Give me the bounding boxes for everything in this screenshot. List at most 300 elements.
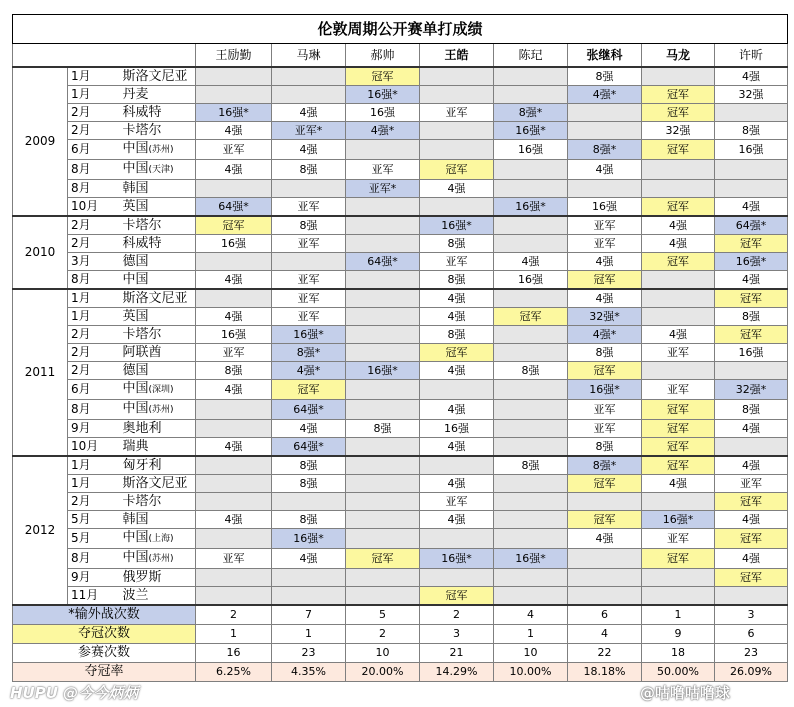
result-cell: 冠军 bbox=[642, 253, 715, 271]
result-cell: 4强 bbox=[715, 511, 788, 529]
result-cell bbox=[346, 511, 420, 529]
summary-value: 26.09% bbox=[715, 663, 788, 682]
month-cell: 1月 bbox=[68, 67, 120, 86]
event-city: (苏州) bbox=[148, 554, 174, 564]
result-cell: 冠军 bbox=[715, 569, 788, 587]
event-cell bbox=[120, 67, 196, 86]
result-cell: 8强 bbox=[420, 235, 494, 253]
result-cell: 冠军 bbox=[715, 326, 788, 344]
result-cell: 4强 bbox=[494, 253, 568, 271]
month-cell: 5月 bbox=[68, 511, 120, 529]
result-cell: 4强 bbox=[715, 456, 788, 475]
result-cell bbox=[272, 86, 346, 104]
summary-label: 参赛次数 bbox=[13, 644, 196, 663]
event-cell bbox=[120, 253, 196, 271]
month-cell: 2月 bbox=[68, 326, 120, 344]
summary-value: 21 bbox=[420, 644, 494, 663]
result-cell: 4强 bbox=[642, 326, 715, 344]
result-cell: 64强* bbox=[715, 216, 788, 235]
result-cell: 16强* bbox=[494, 198, 568, 217]
player-header: 马琳 bbox=[272, 44, 346, 68]
month-cell: 2月 bbox=[68, 235, 120, 253]
result-cell bbox=[196, 86, 272, 104]
result-cell: 16强 bbox=[494, 140, 568, 160]
result-cell: 冠军 bbox=[568, 511, 642, 529]
result-cell bbox=[494, 380, 568, 400]
result-cell: 8强 bbox=[715, 122, 788, 140]
table-row bbox=[13, 420, 788, 438]
table-row bbox=[13, 253, 788, 271]
result-cell: 4强* bbox=[568, 86, 642, 104]
month-cell: 6月 bbox=[68, 140, 120, 160]
result-cell bbox=[272, 180, 346, 198]
event-cell bbox=[120, 86, 196, 104]
month-cell: 2月 bbox=[68, 122, 120, 140]
player-header: 许昕 bbox=[715, 44, 788, 68]
month-cell: 11月 bbox=[68, 587, 120, 606]
result-cell bbox=[196, 289, 272, 308]
result-cell bbox=[715, 104, 788, 122]
event-name: 阿联酋 bbox=[122, 345, 162, 360]
summary-value: 6 bbox=[715, 625, 788, 644]
result-cell bbox=[346, 529, 420, 549]
result-cell bbox=[196, 529, 272, 549]
result-cell bbox=[420, 198, 494, 217]
event-name: 匈牙利 bbox=[122, 458, 162, 473]
result-cell: 8强 bbox=[420, 326, 494, 344]
result-cell: 32强 bbox=[642, 122, 715, 140]
result-cell bbox=[642, 493, 715, 511]
summary-row bbox=[13, 644, 788, 663]
event-name: 韩国 bbox=[122, 181, 149, 196]
result-cell bbox=[420, 86, 494, 104]
summary-value: 2 bbox=[420, 605, 494, 625]
result-cell: 冠军 bbox=[715, 289, 788, 308]
summary-value: 14.29% bbox=[420, 663, 494, 682]
result-cell: 16强* bbox=[420, 216, 494, 235]
event-cell bbox=[120, 198, 196, 217]
result-cell: 4强 bbox=[196, 308, 272, 326]
result-cell: 4强 bbox=[568, 160, 642, 180]
result-cell: 4强 bbox=[420, 511, 494, 529]
summary-label: 夺冠率 bbox=[13, 663, 196, 682]
player-header: 马龙 bbox=[642, 44, 715, 68]
result-cell: 亚军* bbox=[272, 122, 346, 140]
event-name: 中国 bbox=[122, 530, 149, 545]
event-name: 奥地利 bbox=[122, 421, 162, 436]
event-name: 斯洛文尼亚 bbox=[122, 291, 188, 306]
result-cell: 4强 bbox=[196, 160, 272, 180]
result-cell: 4强 bbox=[196, 511, 272, 529]
summary-value: 20.00% bbox=[346, 663, 420, 682]
result-cell bbox=[346, 475, 420, 493]
summary-value: 3 bbox=[715, 605, 788, 625]
table-row bbox=[13, 67, 788, 86]
results-table bbox=[12, 14, 788, 682]
event-name: 德国 bbox=[122, 254, 149, 269]
event-name: 英国 bbox=[122, 199, 149, 214]
event-name: 科威特 bbox=[122, 236, 162, 251]
event-city: (苏州) bbox=[148, 145, 174, 155]
result-cell bbox=[568, 549, 642, 569]
month-cell: 2月 bbox=[68, 104, 120, 122]
result-cell: 亚军* bbox=[346, 180, 420, 198]
table-row bbox=[13, 326, 788, 344]
summary-label: *输外战次数 bbox=[13, 605, 196, 625]
event-name: 科威特 bbox=[122, 105, 162, 120]
year-label: 2012 bbox=[13, 456, 68, 605]
result-cell: 4强 bbox=[715, 67, 788, 86]
result-cell: 4强 bbox=[420, 438, 494, 457]
summary-value: 16 bbox=[196, 644, 272, 663]
summary-value: 6.25% bbox=[196, 663, 272, 682]
month-cell: 1月 bbox=[68, 456, 120, 475]
result-cell: 4强* bbox=[346, 122, 420, 140]
result-cell: 亚军 bbox=[346, 160, 420, 180]
result-cell: 8强* bbox=[494, 104, 568, 122]
result-cell bbox=[196, 420, 272, 438]
result-cell: 4强 bbox=[715, 420, 788, 438]
result-cell bbox=[568, 569, 642, 587]
result-cell bbox=[346, 438, 420, 457]
result-cell bbox=[494, 400, 568, 420]
result-cell: 冠军 bbox=[420, 587, 494, 606]
result-cell bbox=[346, 140, 420, 160]
event-cell bbox=[120, 216, 196, 235]
result-cell bbox=[420, 140, 494, 160]
event-name: 韩国 bbox=[122, 512, 149, 527]
result-cell bbox=[715, 362, 788, 380]
result-cell bbox=[494, 67, 568, 86]
result-cell: 16强* bbox=[420, 549, 494, 569]
result-cell: 8强 bbox=[420, 271, 494, 290]
result-cell: 8强 bbox=[715, 400, 788, 420]
summary-value: 18 bbox=[642, 644, 715, 663]
result-cell: 亚军 bbox=[196, 344, 272, 362]
summary-value: 2 bbox=[196, 605, 272, 625]
summary-value: 1 bbox=[196, 625, 272, 644]
result-cell: 亚军 bbox=[568, 400, 642, 420]
result-cell: 4强 bbox=[420, 289, 494, 308]
result-cell bbox=[196, 67, 272, 86]
result-cell: 冠军 bbox=[568, 362, 642, 380]
result-cell bbox=[346, 198, 420, 217]
result-cell: 4强 bbox=[715, 271, 788, 290]
summary-value: 7 bbox=[272, 605, 346, 625]
result-cell bbox=[494, 420, 568, 438]
table-row bbox=[13, 198, 788, 217]
result-cell bbox=[346, 326, 420, 344]
month-cell: 3月 bbox=[68, 253, 120, 271]
table-row bbox=[13, 140, 788, 160]
summary-label: 夺冠次数 bbox=[13, 625, 196, 644]
result-cell: 冠军 bbox=[196, 216, 272, 235]
event-cell bbox=[120, 160, 196, 180]
event-name: 卡塔尔 bbox=[122, 123, 162, 138]
month-cell: 5月 bbox=[68, 529, 120, 549]
result-cell: 4强 bbox=[715, 198, 788, 217]
result-cell: 8强 bbox=[196, 362, 272, 380]
result-cell: 16强 bbox=[715, 344, 788, 362]
result-cell: 8强* bbox=[272, 344, 346, 362]
result-cell: 16强 bbox=[196, 235, 272, 253]
result-cell: 冠军 bbox=[642, 86, 715, 104]
event-name: 卡塔尔 bbox=[122, 327, 162, 342]
result-cell: 16强 bbox=[715, 140, 788, 160]
result-cell bbox=[272, 67, 346, 86]
result-cell bbox=[346, 587, 420, 606]
result-cell: 4强* bbox=[568, 326, 642, 344]
table-row bbox=[13, 122, 788, 140]
table-row bbox=[13, 511, 788, 529]
result-cell bbox=[420, 122, 494, 140]
result-cell bbox=[346, 456, 420, 475]
result-cell: 冠军 bbox=[494, 308, 568, 326]
summary-value: 22 bbox=[568, 644, 642, 663]
result-cell bbox=[420, 67, 494, 86]
summary-row bbox=[13, 625, 788, 644]
result-cell: 16强* bbox=[568, 380, 642, 400]
event-name: 英国 bbox=[122, 309, 149, 324]
result-cell: 32强* bbox=[568, 308, 642, 326]
result-cell bbox=[494, 438, 568, 457]
month-cell: 2月 bbox=[68, 493, 120, 511]
result-cell: 8强 bbox=[272, 475, 346, 493]
event-cell bbox=[120, 180, 196, 198]
result-cell bbox=[272, 569, 346, 587]
table-row bbox=[13, 493, 788, 511]
result-cell bbox=[642, 67, 715, 86]
result-cell: 8强 bbox=[494, 456, 568, 475]
result-cell: 冠军 bbox=[715, 493, 788, 511]
summary-value: 10 bbox=[494, 644, 568, 663]
result-cell: 8强 bbox=[346, 420, 420, 438]
result-cell: 冠军 bbox=[420, 344, 494, 362]
event-cell bbox=[120, 420, 196, 438]
result-cell bbox=[642, 362, 715, 380]
event-cell bbox=[120, 122, 196, 140]
result-cell bbox=[715, 438, 788, 457]
result-cell: 4强 bbox=[196, 380, 272, 400]
event-cell bbox=[120, 587, 196, 606]
result-cell: 32强 bbox=[715, 86, 788, 104]
table-row bbox=[13, 344, 788, 362]
result-cell bbox=[494, 475, 568, 493]
result-cell: 冠军 bbox=[642, 104, 715, 122]
event-name: 中国 bbox=[122, 272, 149, 287]
month-cell: 1月 bbox=[68, 475, 120, 493]
summary-value: 6 bbox=[568, 605, 642, 625]
result-cell bbox=[196, 400, 272, 420]
watermark-left: HUPU @今今炳炳 bbox=[10, 684, 139, 702]
result-cell bbox=[346, 289, 420, 308]
year-label: 2010 bbox=[13, 216, 68, 289]
result-cell bbox=[196, 180, 272, 198]
result-cell bbox=[346, 235, 420, 253]
table-row bbox=[13, 456, 788, 475]
result-cell: 亚军 bbox=[568, 420, 642, 438]
result-cell: 8强 bbox=[568, 344, 642, 362]
result-cell bbox=[494, 569, 568, 587]
result-cell: 16强 bbox=[346, 104, 420, 122]
result-cell: 4强 bbox=[196, 438, 272, 457]
event-name: 德国 bbox=[122, 363, 149, 378]
result-cell: 16强* bbox=[272, 529, 346, 549]
year-label: 2011 bbox=[13, 289, 68, 456]
result-cell: 4强 bbox=[420, 308, 494, 326]
event-cell bbox=[120, 569, 196, 587]
event-city: (天津) bbox=[148, 165, 174, 175]
result-cell: 16强* bbox=[346, 362, 420, 380]
event-cell bbox=[120, 456, 196, 475]
table-row bbox=[13, 289, 788, 308]
month-cell: 2月 bbox=[68, 362, 120, 380]
result-cell: 亚军 bbox=[420, 493, 494, 511]
result-cell: 8强 bbox=[494, 362, 568, 380]
summary-value: 1 bbox=[642, 605, 715, 625]
result-cell: 亚军 bbox=[272, 235, 346, 253]
result-cell: 冠军 bbox=[568, 271, 642, 290]
result-cell bbox=[568, 587, 642, 606]
result-cell bbox=[642, 271, 715, 290]
summary-value: 5 bbox=[346, 605, 420, 625]
result-cell bbox=[346, 216, 420, 235]
result-cell: 亚军 bbox=[420, 253, 494, 271]
event-cell bbox=[120, 529, 196, 549]
table-row bbox=[13, 380, 788, 400]
result-cell: 冠军 bbox=[715, 529, 788, 549]
result-cell: 64强* bbox=[272, 438, 346, 457]
result-cell: 亚军 bbox=[568, 235, 642, 253]
result-cell bbox=[494, 289, 568, 308]
result-cell: 64强* bbox=[346, 253, 420, 271]
result-cell bbox=[420, 380, 494, 400]
result-cell: 8强 bbox=[715, 308, 788, 326]
event-name: 中国 bbox=[122, 550, 149, 565]
event-cell bbox=[120, 308, 196, 326]
month-cell: 6月 bbox=[68, 380, 120, 400]
result-cell bbox=[494, 86, 568, 104]
month-cell: 8月 bbox=[68, 271, 120, 290]
result-cell: 16强 bbox=[196, 326, 272, 344]
result-cell: 8强 bbox=[568, 67, 642, 86]
table-row bbox=[13, 475, 788, 493]
result-cell: 冠军 bbox=[642, 140, 715, 160]
result-cell bbox=[420, 529, 494, 549]
table-row bbox=[13, 362, 788, 380]
result-cell bbox=[494, 511, 568, 529]
result-cell: 亚军 bbox=[568, 216, 642, 235]
player-header: 王励勤 bbox=[196, 44, 272, 68]
result-cell bbox=[420, 456, 494, 475]
table-row bbox=[13, 216, 788, 235]
result-cell bbox=[346, 493, 420, 511]
result-cell: 16强* bbox=[272, 326, 346, 344]
table-row bbox=[13, 569, 788, 587]
result-cell bbox=[196, 569, 272, 587]
result-cell bbox=[272, 253, 346, 271]
month-cell: 1月 bbox=[68, 289, 120, 308]
result-cell: 16强* bbox=[196, 104, 272, 122]
result-cell bbox=[494, 180, 568, 198]
result-cell: 16强 bbox=[494, 271, 568, 290]
result-cell bbox=[346, 308, 420, 326]
result-cell: 8强* bbox=[568, 140, 642, 160]
event-name: 俄罗斯 bbox=[122, 570, 162, 585]
event-name: 中国 bbox=[122, 141, 149, 156]
result-cell: 亚军 bbox=[715, 475, 788, 493]
result-cell bbox=[494, 529, 568, 549]
table-row bbox=[13, 400, 788, 420]
result-cell: 64强* bbox=[196, 198, 272, 217]
event-cell bbox=[120, 438, 196, 457]
result-cell: 4强 bbox=[420, 400, 494, 420]
result-cell bbox=[642, 289, 715, 308]
result-cell bbox=[494, 587, 568, 606]
summary-value: 4 bbox=[494, 605, 568, 625]
result-cell bbox=[642, 569, 715, 587]
summary-value: 4.35% bbox=[272, 663, 346, 682]
result-cell: 4强 bbox=[272, 104, 346, 122]
result-cell: 4强 bbox=[196, 122, 272, 140]
result-cell: 16强 bbox=[420, 420, 494, 438]
month-cell: 2月 bbox=[68, 216, 120, 235]
event-cell bbox=[120, 549, 196, 569]
result-cell: 4强 bbox=[568, 529, 642, 549]
result-cell: 亚军 bbox=[272, 289, 346, 308]
result-cell: 16强* bbox=[642, 511, 715, 529]
result-cell bbox=[568, 493, 642, 511]
watermark-right: @咕噜咕噜球 bbox=[640, 684, 731, 702]
event-cell bbox=[120, 104, 196, 122]
summary-value: 10.00% bbox=[494, 663, 568, 682]
result-cell bbox=[494, 326, 568, 344]
event-city: (深圳) bbox=[148, 385, 174, 395]
result-cell bbox=[494, 493, 568, 511]
event-cell bbox=[120, 344, 196, 362]
result-cell: 16强 bbox=[568, 198, 642, 217]
event-name: 斯洛文尼亚 bbox=[122, 476, 188, 491]
result-cell: 冠军 bbox=[642, 438, 715, 457]
result-cell: 亚军 bbox=[642, 380, 715, 400]
result-cell bbox=[494, 344, 568, 362]
result-cell bbox=[715, 180, 788, 198]
result-cell bbox=[196, 493, 272, 511]
event-cell bbox=[120, 326, 196, 344]
result-cell bbox=[272, 493, 346, 511]
player-header: 王皓 bbox=[420, 44, 494, 68]
result-cell: 8强 bbox=[272, 160, 346, 180]
summary-value: 9 bbox=[642, 625, 715, 644]
result-cell bbox=[346, 400, 420, 420]
result-cell: 4强 bbox=[272, 420, 346, 438]
result-cell bbox=[346, 344, 420, 362]
event-name: 中国 bbox=[122, 381, 149, 396]
result-cell: 4强 bbox=[642, 235, 715, 253]
summary-value: 18.18% bbox=[568, 663, 642, 682]
result-cell bbox=[494, 160, 568, 180]
event-name: 瑞典 bbox=[122, 439, 149, 454]
result-cell: 冠军 bbox=[346, 549, 420, 569]
result-cell: 4强 bbox=[420, 180, 494, 198]
summary-value: 23 bbox=[272, 644, 346, 663]
event-name: 卡塔尔 bbox=[122, 218, 162, 233]
event-name: 卡塔尔 bbox=[122, 494, 162, 509]
table-title: 伦敦周期公开赛单打成绩 bbox=[13, 15, 788, 44]
month-cell: 8月 bbox=[68, 180, 120, 198]
summary-value: 2 bbox=[346, 625, 420, 644]
table-row bbox=[13, 587, 788, 606]
